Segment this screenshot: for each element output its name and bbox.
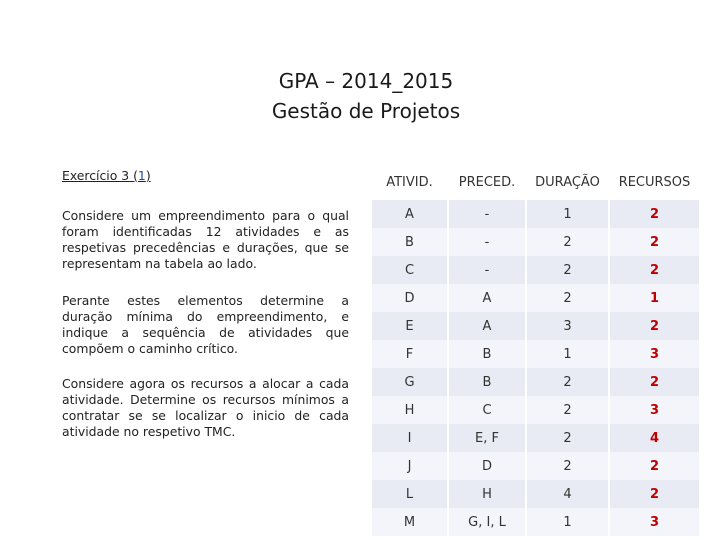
duration-cell: 1 xyxy=(526,199,609,229)
title-line-1: GPA – 2014_2015 xyxy=(278,69,454,93)
resources-cell: 2 xyxy=(609,368,699,396)
table-row xyxy=(372,480,699,508)
duration-cell: 2 xyxy=(526,368,609,396)
duration-cell: 2 xyxy=(526,452,609,480)
exercise-heading-text: Exercício 3 ( xyxy=(62,168,138,183)
table-row xyxy=(372,424,699,452)
activity-cell: M xyxy=(372,508,448,536)
activity-cell: H xyxy=(372,396,448,424)
slide-title xyxy=(0,66,720,126)
header-activity: ATIVID. xyxy=(372,167,448,199)
resources-cell: 2 xyxy=(609,199,699,229)
exercise-paragraph-2: Perante estes elementos determine a duração mínima do empreendimento, e indique a sequência de atividades que compõem o caminho crítico. xyxy=(62,293,349,356)
table-row xyxy=(372,396,699,424)
precedence-cell: E, F xyxy=(448,424,526,452)
precedence-cell: - xyxy=(448,228,526,256)
header-resources: RECURSOS xyxy=(609,167,699,199)
precedence-cell: C xyxy=(448,396,526,424)
resources-cell: 3 xyxy=(609,508,699,536)
resources-cell: 4 xyxy=(609,424,699,452)
duration-cell: 2 xyxy=(526,424,609,452)
precedence-cell: - xyxy=(448,199,526,229)
table-row xyxy=(372,312,699,340)
activity-cell: G xyxy=(372,368,448,396)
activity-cell: L xyxy=(372,480,448,508)
exercise-paragraph-3: Considere agora os recursos a alocar a cada atividade. Determine os recursos mínimos a contratar se se localizar o inicio de cada atividade no respetivo TMC. xyxy=(62,376,349,439)
title-line-2: Gestão de Projetos xyxy=(271,99,461,123)
precedence-cell: A xyxy=(448,312,526,340)
resources-cell: 2 xyxy=(609,312,699,340)
precedence-cell: D xyxy=(448,452,526,480)
table-header-row xyxy=(372,167,699,199)
table-row xyxy=(372,452,699,480)
resources-cell: 3 xyxy=(609,340,699,368)
activity-cell: A xyxy=(372,199,448,229)
table-row xyxy=(372,228,699,256)
table-row xyxy=(372,199,699,229)
activity-cell: B xyxy=(372,228,448,256)
resources-cell: 2 xyxy=(609,480,699,508)
duration-cell: 2 xyxy=(526,284,609,312)
activity-cell: C xyxy=(372,256,448,284)
exercise-reference-link[interactable]: 1 xyxy=(137,168,146,183)
resources-cell: 2 xyxy=(609,256,699,284)
resources-cell: 2 xyxy=(609,452,699,480)
table-row xyxy=(372,256,699,284)
activity-cell: D xyxy=(372,284,448,312)
resources-cell: 1 xyxy=(609,284,699,312)
activity-cell: E xyxy=(372,312,448,340)
precedence-cell: H xyxy=(448,480,526,508)
activities-table xyxy=(372,167,699,536)
header-precedence: PRECED. xyxy=(448,167,526,199)
resources-cell: 3 xyxy=(609,396,699,424)
table-row xyxy=(372,340,699,368)
table-row xyxy=(372,368,699,396)
precedence-cell: B xyxy=(448,368,526,396)
header-duration: DURAÇÃO xyxy=(526,167,609,199)
duration-cell: 2 xyxy=(526,396,609,424)
precedence-cell: - xyxy=(448,256,526,284)
exercise-heading-end: ) xyxy=(145,168,151,183)
exercise-text xyxy=(62,168,349,459)
exercise-paragraph-1: Considere um empreendimento para o qual foram identificadas 12 atividades e as respetivas precedências e durações, que se representam na tabela ao lado. xyxy=(62,208,349,271)
activity-cell: I xyxy=(372,424,448,452)
precedence-cell: A xyxy=(448,284,526,312)
activity-cell: J xyxy=(372,452,448,480)
exercise-heading xyxy=(62,168,349,184)
precedence-cell: B xyxy=(448,340,526,368)
duration-cell: 1 xyxy=(526,508,609,536)
resources-cell: 2 xyxy=(609,228,699,256)
duration-cell: 2 xyxy=(526,256,609,284)
duration-cell: 1 xyxy=(526,340,609,368)
duration-cell: 3 xyxy=(526,312,609,340)
activity-cell: F xyxy=(372,340,448,368)
precedence-cell: G, I, L xyxy=(448,508,526,536)
duration-cell: 4 xyxy=(526,480,609,508)
table-row xyxy=(372,284,699,312)
duration-cell: 2 xyxy=(526,228,609,256)
table-row xyxy=(372,508,699,536)
